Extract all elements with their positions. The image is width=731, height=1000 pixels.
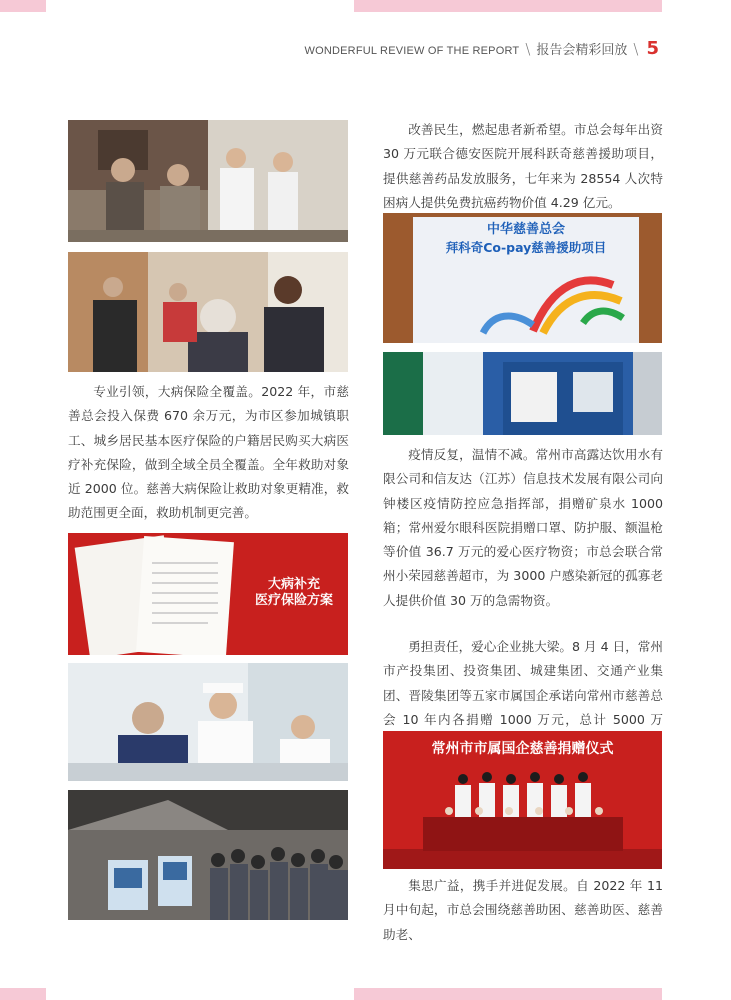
page-number: 5 — [646, 38, 659, 59]
ceremony-banner-text: 常州市市属国企慈善捐赠仪式 — [431, 741, 614, 757]
header-separator: \ — [525, 40, 531, 58]
poster-title-line2: 医疗保险方案 — [254, 593, 333, 608]
bottom-right-pink-bar — [354, 988, 662, 1000]
sign-text — [413, 221, 639, 257]
photo-insurance-poster — [68, 533, 348, 655]
top-left-pink-bar — [0, 0, 46, 12]
right-paragraph-livelihood: 改善民生，燃起患者新希望。市总会每年出资 30 万元联合德安医院开展科跃奇慈善援助项目，提供慈善药品发放服务，七年来为 28554 人次特困病人提供免费抗癌药物价值 4.29 亿元。 — [383, 122, 663, 210]
photo-hospital-hall — [68, 790, 348, 920]
poster-title-line1: 大病补充 — [267, 577, 320, 592]
photo-elderly-visit — [68, 120, 348, 242]
header-separator-2: \ — [633, 40, 639, 58]
page-header — [305, 38, 659, 62]
header-english-title: WONDERFUL REVIEW OF THE REPORT — [304, 45, 520, 57]
poster-title — [246, 577, 342, 609]
right-paragraph-cooperation: 集思广益，携手并进促发展。自 2022 年 11 月中旬起，市总会围绕慈善助困、慈善助医、慈善助老、 — [383, 878, 663, 942]
header-chinese-title: 报告会精彩回放 — [536, 43, 628, 58]
photo-haircut-service — [68, 252, 348, 372]
right-paragraph-pandemic: 疫情反复，温情不减。常州市高露达饮用水有限公司和信友达（江苏）信息技术发展有限公司向钟楼区疫情防控应急指挥部，捐赠矿泉水 1000 箱；常州爱尔眼科医院捐赠口罩、防护服、额温枪等价值 36.7 万元的爱心医疗物资；市总会联合常州小荣园慈善超市，为 3000 户感染新冠的孤寡老人提供价值 30 万的急需物资。 — [383, 447, 663, 608]
sign-line2: 拜科奇Co-pay慈善援助项目 — [445, 240, 607, 255]
sign-line1: 中华慈善总会 — [486, 222, 565, 237]
left-paragraph-insurance: 专业引领，大病保险全覆盖。2022 年，市慈善总会投入保费 670 余万元，为市区参加城镇职工、城乡居民基本医疗保险的户籍居民购买大病医疗补充保险，做到全域全员全覆盖。全年救助对象近 2000 位。慈善大病保险让救助对象更精准，救助范围更全面，救助机制更完善。 — [68, 384, 349, 521]
photo-charity-sign — [383, 213, 662, 343]
photo-hospital-ward-door — [383, 352, 662, 435]
photo-donation-ceremony — [383, 731, 662, 869]
top-right-pink-bar — [354, 0, 662, 12]
bottom-left-pink-bar — [0, 988, 46, 1000]
photo-nurse-care — [68, 663, 348, 781]
right-paragraph-enterprise: 勇担责任，爱心企业挑大梁。8 月 4 日，常州市产投集团、投资集团、城建集团、交通产业集团、晋陵集团等五家市属国企承诺向常州市慈善总会 10 年内各捐赠 1000 万元，总计 5000 万 — [383, 639, 663, 727]
